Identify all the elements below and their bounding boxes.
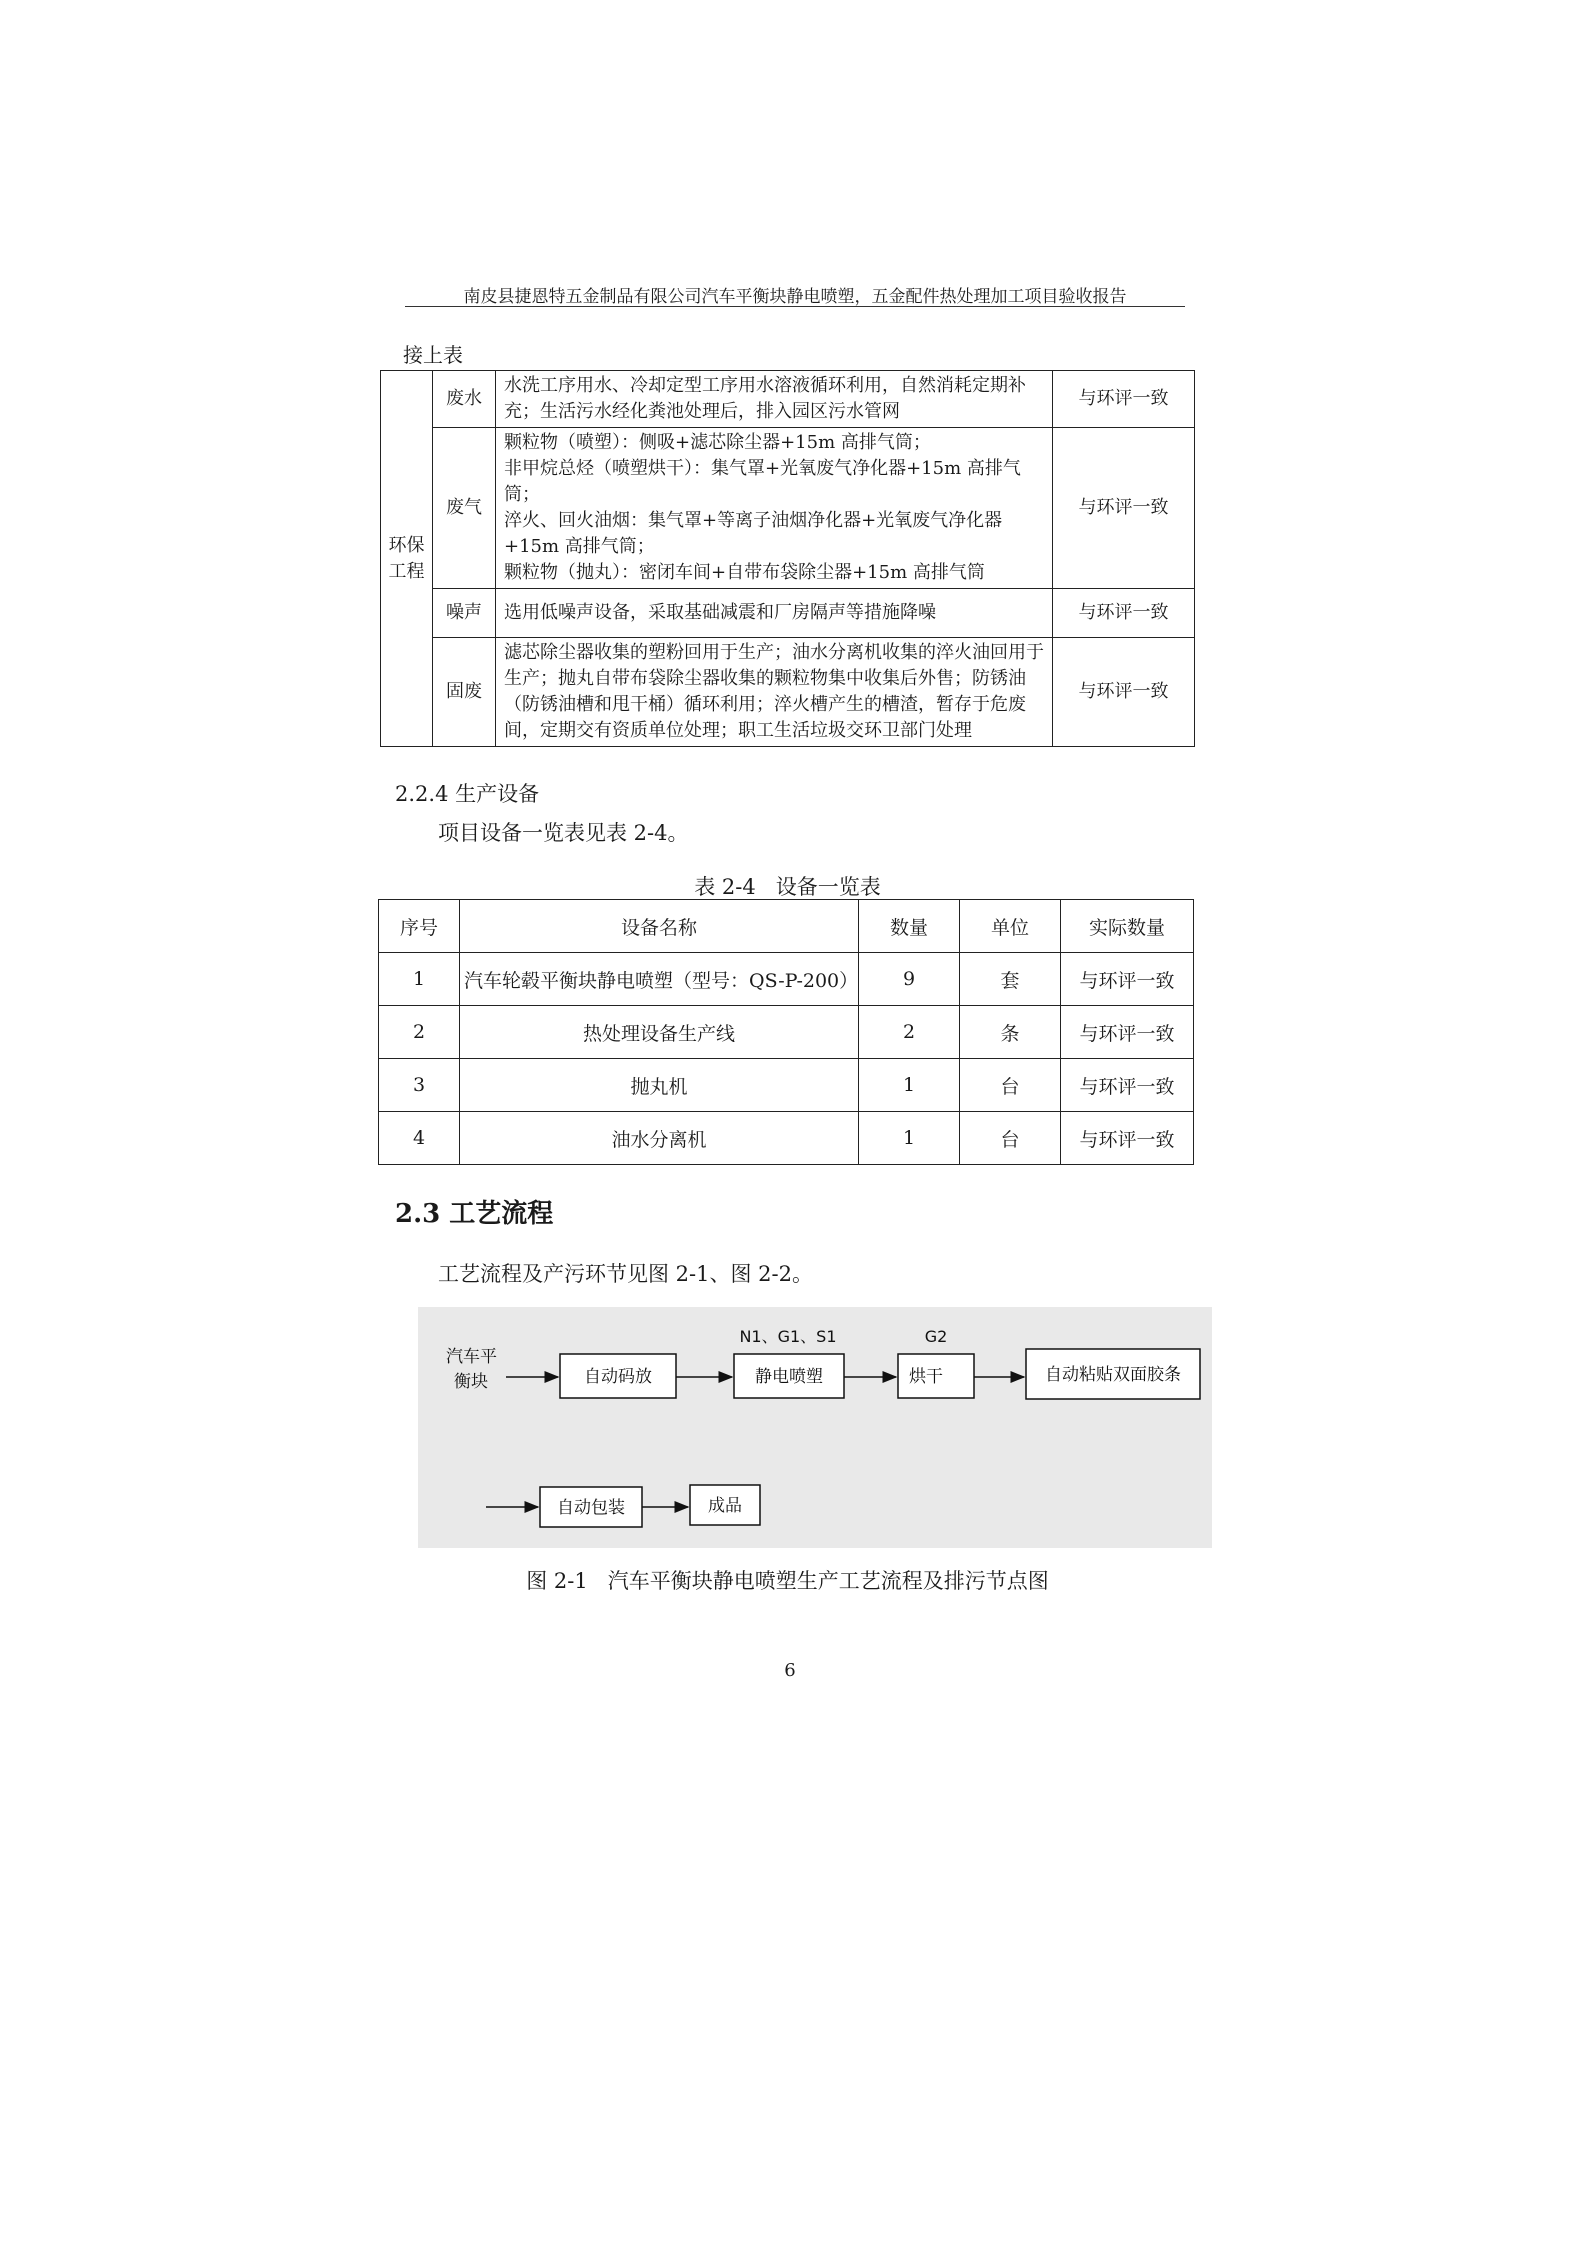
table-cell: 与环评一致 — [1061, 1006, 1194, 1059]
process-box-label: 静电喷塑 — [755, 1367, 823, 1387]
type-cell: 固废 — [433, 638, 496, 747]
table-row — [379, 953, 1194, 1006]
equipment-table — [378, 899, 1194, 1165]
table-row — [381, 428, 1195, 589]
result-cell: 与环评一致 — [1053, 371, 1195, 428]
table-row — [381, 638, 1195, 747]
section-heading-2-3: 2.3 工艺流程 — [395, 1199, 554, 1229]
table-cell: 1 — [379, 953, 460, 1006]
table-row — [381, 371, 1195, 428]
table-cell: 台 — [960, 1112, 1061, 1165]
column-header: 实际数量 — [1061, 900, 1194, 953]
table-cell: 与环评一致 — [1061, 1059, 1194, 1112]
column-header: 数量 — [859, 900, 960, 953]
emission-label: N1、G1、S1 — [739, 1327, 837, 1346]
section-paragraph: 项目设备一览表见表 2-4。 — [438, 821, 689, 845]
table-cell: 与环评一致 — [1061, 953, 1194, 1006]
result-cell: 与环评一致 — [1053, 589, 1195, 638]
table-cell: 台 — [960, 1059, 1061, 1112]
input-label-line1: 汽车平 — [446, 1347, 497, 1367]
result-cell: 与环评一致 — [1053, 428, 1195, 589]
desc-cell: 选用低噪声设备，采取基础减震和厂房隔声等措施降噪 — [496, 589, 1053, 638]
table-cell: 汽车轮毂平衡块静电喷塑（型号：QS-P-200） — [460, 953, 859, 1006]
table-row — [379, 1059, 1194, 1112]
category-label: 环保 工程 — [388, 534, 425, 582]
environmental-protection-table — [380, 370, 1195, 747]
type-cell: 废水 — [433, 371, 496, 428]
table-cell: 4 — [379, 1112, 460, 1165]
process-box-label: 自动粘贴双面胶条 — [1045, 1365, 1181, 1385]
table-row — [379, 1112, 1194, 1165]
table-row — [379, 1006, 1194, 1059]
table-cell: 2 — [859, 1006, 960, 1059]
type-cell: 噪声 — [433, 589, 496, 638]
table-cell: 油水分离机 — [460, 1112, 859, 1165]
emission-label: G2 — [924, 1327, 948, 1346]
process-flow-diagram — [418, 1307, 1212, 1548]
category-cell — [381, 371, 433, 747]
table-cell: 3 — [379, 1059, 460, 1112]
input-label-line2: 衡块 — [454, 1372, 488, 1392]
page-number: 6 — [784, 1660, 796, 1681]
process-box-label: 自动码放 — [584, 1367, 652, 1387]
column-header: 序号 — [379, 900, 460, 953]
continued-label: 接上表 — [403, 343, 463, 367]
desc-cell: 水洗工序用水、冷却定型工序用水溶液循环利用，自然消耗定期补充；生活污水经化粪池处理后，排入园区污水管网 — [496, 371, 1053, 428]
table-cell: 2 — [379, 1006, 460, 1059]
process-box-label: 成品 — [708, 1496, 742, 1516]
desc-cell: 滤芯除尘器收集的塑粉回用于生产；油水分离机收集的淬火油回用于生产；抛丸自带布袋除尘器收集的颗粒物集中收集后外售；防锈油（防锈油槽和甩干桶）循环利用；淬火槽产生的槽渣，暂存于危废间，定期交有资质单位处理；职工生活垃圾交环卫部门处理 — [496, 638, 1053, 747]
table-cell: 与环评一致 — [1061, 1112, 1194, 1165]
process-box-label: 自动包装 — [557, 1498, 625, 1518]
column-header: 设备名称 — [460, 900, 859, 953]
table-cell: 热处理设备生产线 — [460, 1006, 859, 1059]
header-divider — [405, 306, 1185, 307]
process-box-label: 烘干 — [909, 1367, 943, 1387]
table-row — [381, 589, 1195, 638]
page-header-title: 南皮县捷恩特五金制品有限公司汽车平衡块静电喷塑，五金配件热处理加工项目验收报告 — [463, 287, 1127, 307]
table-cell: 1 — [859, 1059, 960, 1112]
table-cell: 1 — [859, 1112, 960, 1165]
table-header-row — [379, 900, 1194, 953]
table-cell: 抛丸机 — [460, 1059, 859, 1112]
table-cell: 条 — [960, 1006, 1061, 1059]
table-cell: 套 — [960, 953, 1061, 1006]
table-cell: 9 — [859, 953, 960, 1006]
desc-cell: 颗粒物（喷塑）：侧吸+滤芯除尘器+15m 高排气筒； 非甲烷总烃（喷塑烘干）：集气罩+光氧废气净化器+15m 高排气筒； 淬火、回火油烟：集气罩+等离子油烟净化器+光氧废气净化器+15m 高排气筒； 颗粒物（抛丸）：密闭车间+自带布袋除尘器+15m 高排气筒 — [496, 428, 1053, 589]
type-cell: 废气 — [433, 428, 496, 589]
figure-caption: 图 2-1 汽车平衡块静电喷塑生产工艺流程及排污节点图 — [526, 1569, 1049, 1593]
table-caption: 表 2-4 设备一览表 — [694, 875, 881, 899]
column-header: 单位 — [960, 900, 1061, 953]
section-heading-2-2-4: 2.2.4 生产设备 — [395, 782, 540, 806]
section-paragraph: 工艺流程及产污环节见图 2-1、图 2-2。 — [438, 1262, 813, 1286]
result-cell: 与环评一致 — [1053, 638, 1195, 747]
